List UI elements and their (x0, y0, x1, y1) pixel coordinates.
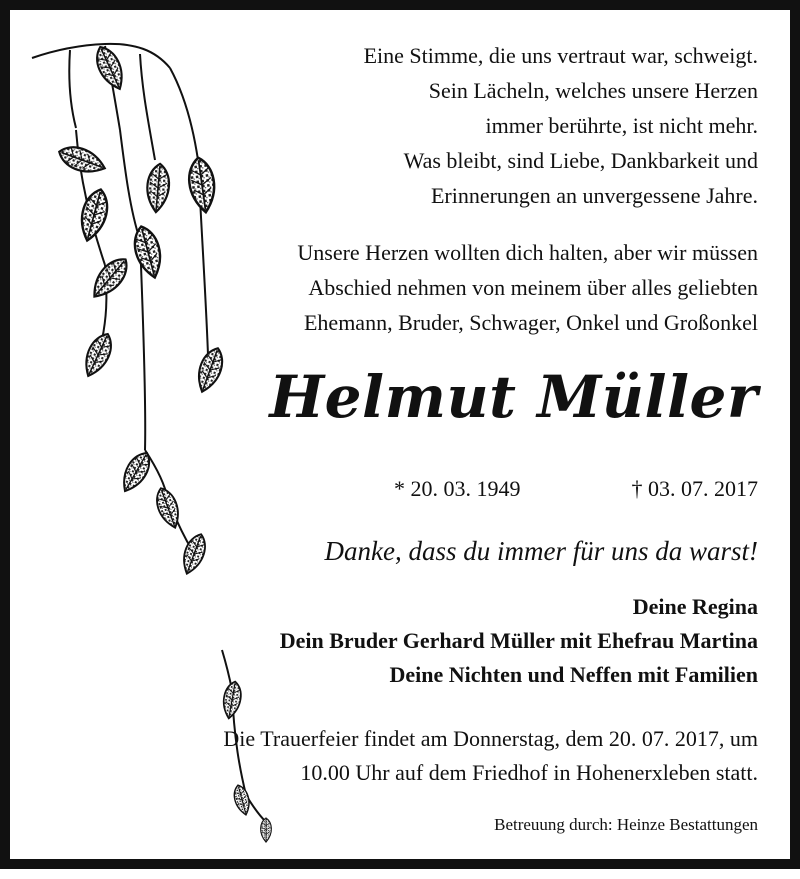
poem-line: Unsere Herzen wollten dich halten, aber wir müssen (297, 240, 758, 265)
deceased-name: Helmut Müller (269, 363, 758, 431)
ceremony-line: 10.00 Uhr auf dem Friedhof in Hohenerxleben statt. (300, 760, 758, 785)
funeral-ceremony-info (223, 722, 758, 790)
poem-line: Ehemann, Bruder, Schwager, Onkel und Großonkel (303, 310, 758, 335)
death-date: † 03. 07. 2017 (631, 476, 758, 501)
birth-date: * 20. 03. 1949 (394, 476, 521, 501)
farewell-quote: Danke, dass du immer für uns da warst! (324, 536, 758, 566)
poem-stanza-1 (364, 38, 758, 213)
poem-line: immer berührte, ist nicht mehr. (485, 113, 758, 138)
mourner-line: Deine Nichten und Neffen mit Familien (389, 662, 758, 687)
mourner-line: Deine Regina (632, 594, 758, 619)
poem-stanza-2 (297, 235, 758, 340)
mourner-line: Dein Bruder Gerhard Müller mit Ehefrau Martina (279, 628, 758, 653)
ceremony-line: Die Trauerfeier findet am Donnerstag, dem 20. 07. 2017, um (223, 726, 758, 751)
mourners-list (280, 590, 758, 692)
poem-line: Sein Lächeln, welches unsere Herzen (428, 78, 758, 103)
poem-line: Erinnerungen an unvergessene Jahre. (430, 183, 758, 208)
poem-line: Abschied nehmen von meinem über alles geliebten (308, 275, 758, 300)
poem-line: Was bleibt, sind Liebe, Dankbarkeit und (403, 148, 758, 173)
poem-line: Eine Stimme, die uns vertraut war, schweigt. (363, 43, 758, 68)
funeral-home-credit: Betreuung durch: Heinze Bestattungen (494, 815, 758, 834)
